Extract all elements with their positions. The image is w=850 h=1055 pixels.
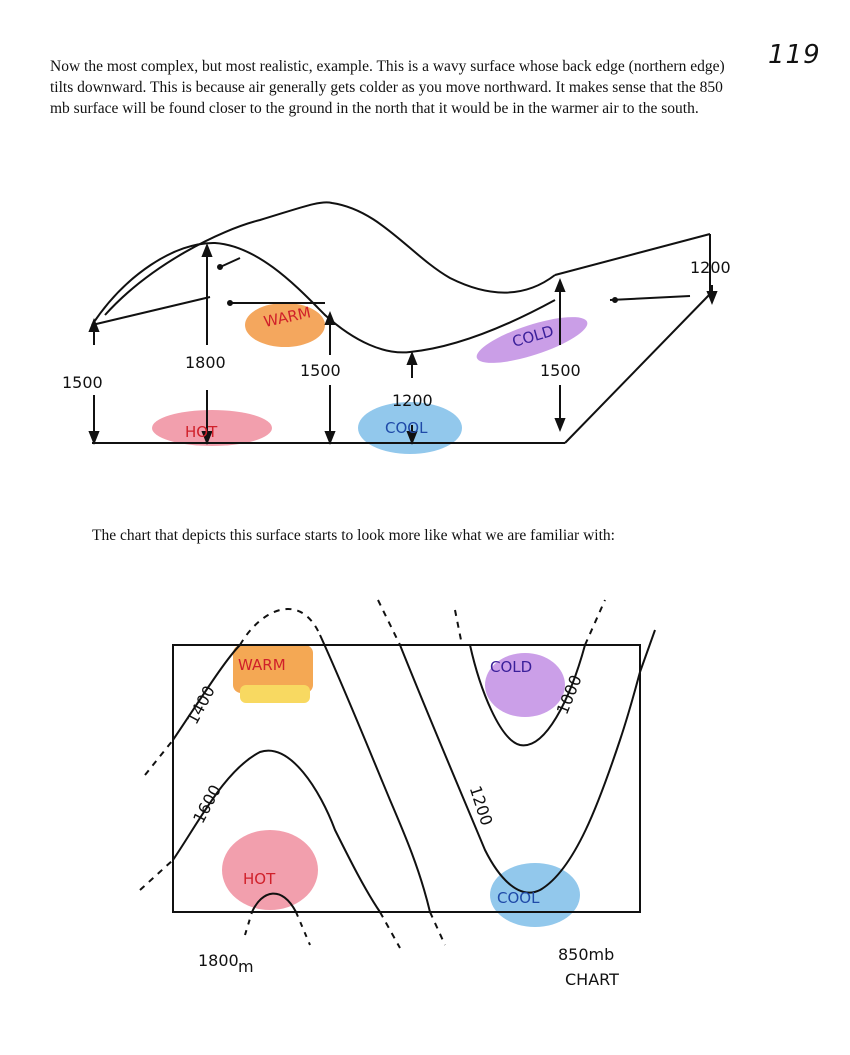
chart-warm-shading	[233, 645, 313, 703]
label-1800-hill: 1800	[185, 353, 226, 372]
label-contour-1400: 1400	[182, 682, 219, 728]
chart-label-cool: COOL	[497, 889, 540, 907]
chart-caption: The chart that depicts this surface starts to look more like what we are familiar with:	[92, 527, 615, 544]
label-contour-1200: 1200	[465, 783, 497, 828]
chart-label-warm: WARM	[238, 656, 286, 674]
label-contour-1600: 1600	[189, 781, 226, 827]
chart-label-hot: HOT	[243, 870, 276, 888]
label-warm: WARM	[262, 303, 313, 331]
label-hot: HOT	[185, 423, 218, 441]
surface-diagram	[92, 202, 712, 454]
label-1800-bottom: 1800	[198, 951, 239, 970]
front-surface-edge	[92, 243, 555, 352]
label-1200-trough: 1200	[392, 391, 433, 410]
page-number: 119	[768, 40, 821, 70]
right-face-top	[555, 234, 710, 275]
label-1500-right: 1500	[540, 361, 581, 380]
label-cool: COOL	[385, 419, 428, 437]
chart-label-850mb: 850mb	[558, 945, 615, 964]
intro-paragraph: Now the most complex, but most realistic, example. This is a wavy surface whose back edge (northern edge) tilts downward. This is because air generally gets colder as you move northward. It makes sense that the 850 mb surface will be found closer to the ground in the north that it would be in the warmer air to the south.	[50, 58, 725, 117]
label-contour-1000: 1000	[552, 672, 586, 718]
label-1200-back-right: 1200	[690, 258, 731, 277]
label-1500-mid: 1500	[300, 361, 341, 380]
back-surface-edge	[105, 202, 555, 315]
chart-label-chart: CHART	[565, 970, 619, 989]
chart-diagram	[140, 600, 655, 948]
label-1500-left: 1500	[62, 373, 103, 392]
label-unit-m: m	[238, 957, 254, 976]
base-right-edge	[565, 294, 710, 443]
chart-label-cold: COLD	[490, 658, 533, 676]
label-cold: COLD	[510, 321, 556, 351]
